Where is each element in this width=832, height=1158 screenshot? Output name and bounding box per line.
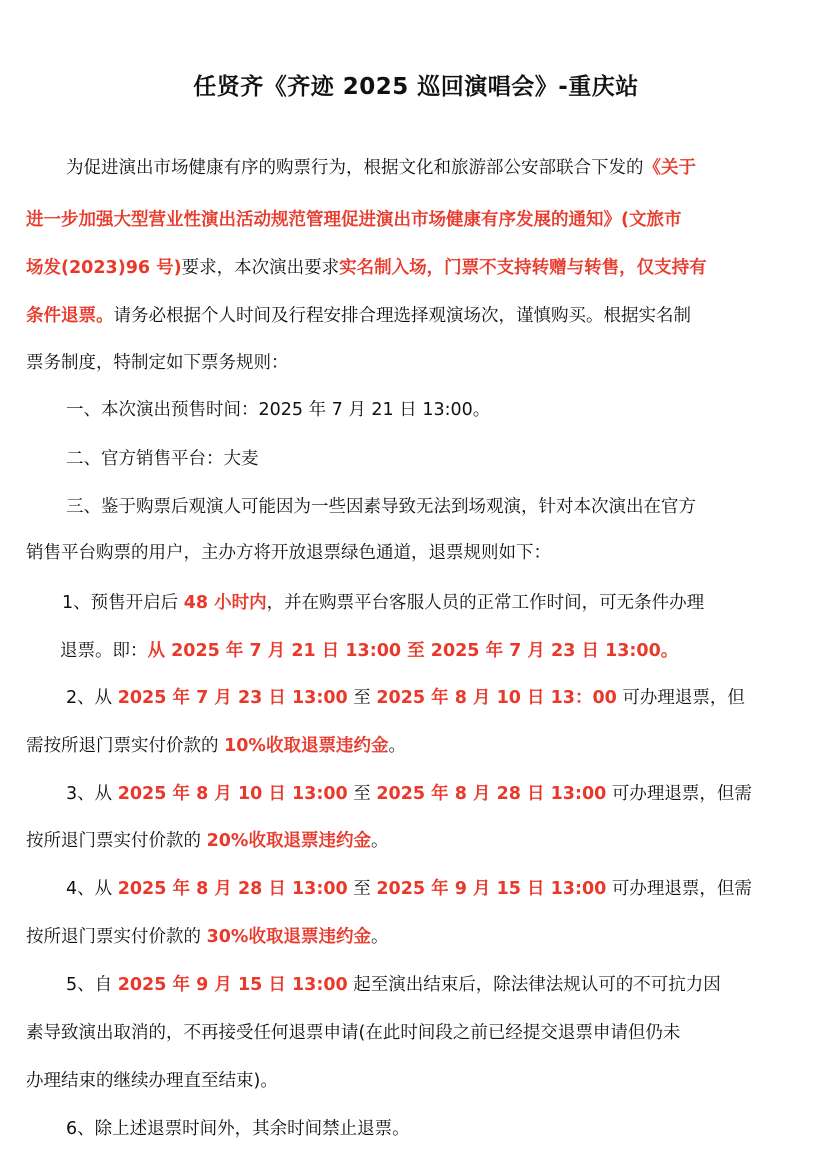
refund-item-3-line-2 [26, 833, 816, 851]
item-text: ，并在购票平台客服人员的正常工作时间，可无条件办理 [266, 593, 705, 613]
item-text: 1、预售开启后 [62, 593, 184, 613]
item-text: 可办理退票，但需 [606, 784, 752, 804]
refund-item-2-line-2 [26, 738, 816, 756]
item-text: 5、自 [66, 975, 118, 995]
item-text: 按所退门票实付价款的 [26, 927, 207, 947]
rule-refund-intro-2: 销售平台购票的用户，主办方将开放退票绿色通道，退票规则如下： [26, 543, 551, 563]
refund-item-4-line-1 [66, 881, 832, 899]
item-text: 需按所退门票实付价款的 [26, 736, 225, 756]
document-title: 任贤齐《齐迹 2025 巡回演唱会》-重庆站 [193, 74, 639, 100]
period-end: 2025 年 9 月 15 日 13:00 [376, 879, 607, 899]
intro-line-5: 票务制度，特制定如下票务规则： [26, 353, 289, 373]
refund-item-4-line-2 [26, 929, 816, 947]
rule-refund-intro-1: 三、鉴于购票后观演人可能因为一些因素导致无法到场观演，针对本次演出在官方 [66, 497, 696, 517]
penalty-rate: 10%收取退票违约金 [224, 736, 389, 756]
rule-sales-platform: 二、官方销售平台：大麦 [66, 449, 259, 469]
item-text: 退票。即： [60, 641, 148, 661]
refund-item-5-line-2: 素导致演出取消的，不再接受任何退票申请(在此时间段之前已经提交退票申请但仍未 [26, 1023, 681, 1043]
item-text: 。 [370, 927, 389, 947]
period-start: 2025 年 8 月 28 日 13:00 [117, 879, 348, 899]
period-start: 2025 年 7 月 23 日 13:00 [117, 688, 348, 708]
rule-presale-time: 一、本次演出预售时间：2025 年 7 月 21 日 13:00。 [66, 400, 491, 420]
period-end: 2025 年 8 月 10 日 13：00 [376, 688, 617, 708]
notice-number: 场发(2023)96 号) [26, 258, 182, 278]
intro-text: 请务必根据个人时间及行程安排合理选择观演场次，谨慎购买。根据实名制 [113, 306, 691, 326]
item-text: 起至演出结束后，除法律法规认可的不可抗力因 [347, 975, 721, 995]
item-text: 2、从 [66, 688, 118, 708]
refund-item-6: 6、除上述退票时间外，其余时间禁止退票。 [66, 1119, 410, 1139]
item-text: 4、从 [66, 879, 118, 899]
item-text: 至 [347, 688, 377, 708]
intro-line-3 [26, 260, 816, 278]
realname-policy: 实名制入场，门票不支持转赠与转售，仅支持有 [339, 258, 707, 278]
refund-item-1-line-2 [60, 643, 832, 661]
no-refund-start: 2025 年 9 月 15 日 13:00 [117, 975, 348, 995]
intro-text: 要求，本次演出要求 [181, 258, 340, 278]
item-text: 。 [388, 736, 406, 756]
intro-line-1 [66, 160, 832, 178]
free-refund-window: 48 小时内 [183, 593, 267, 613]
free-refund-period: 从 2025 年 7 月 21 日 13:00 至 2025 年 7 月 23 日 13:00。 [147, 641, 679, 661]
intro-line-4 [26, 308, 816, 326]
penalty-rate: 20%收取退票违约金 [206, 831, 371, 851]
refund-item-5-line-1 [66, 977, 832, 995]
item-text: 按所退门票实付价款的 [26, 831, 207, 851]
intro-line-2: 进一步加强大型营业性演出活动规范管理促进演出市场健康有序发展的通知》(文旅市 [26, 210, 682, 230]
item-text: 可办理退票，但需 [606, 879, 752, 899]
period-start: 2025 年 8 月 10 日 13:00 [117, 784, 348, 804]
intro-text: 为促进演出市场健康有序的购票行为，根据文化和旅游部公安部联合下发的 [66, 158, 644, 178]
item-text: 至 [347, 784, 377, 804]
refund-item-2-line-1 [66, 690, 832, 708]
notice-title: 《关于 [643, 158, 696, 178]
refund-item-3-line-1 [66, 786, 832, 804]
refund-item-1-line-1 [62, 595, 832, 613]
refund-item-5-line-3: 办理结束的继续办理直至结束)。 [26, 1071, 278, 1091]
realname-policy-end: 条件退票。 [26, 306, 114, 326]
item-text: 3、从 [66, 784, 118, 804]
penalty-rate: 30%收取退票违约金 [206, 927, 371, 947]
period-end: 2025 年 8 月 28 日 13:00 [376, 784, 607, 804]
item-text: 可办理退票，但 [616, 688, 745, 708]
item-text: 。 [370, 831, 389, 851]
item-text: 至 [347, 879, 377, 899]
